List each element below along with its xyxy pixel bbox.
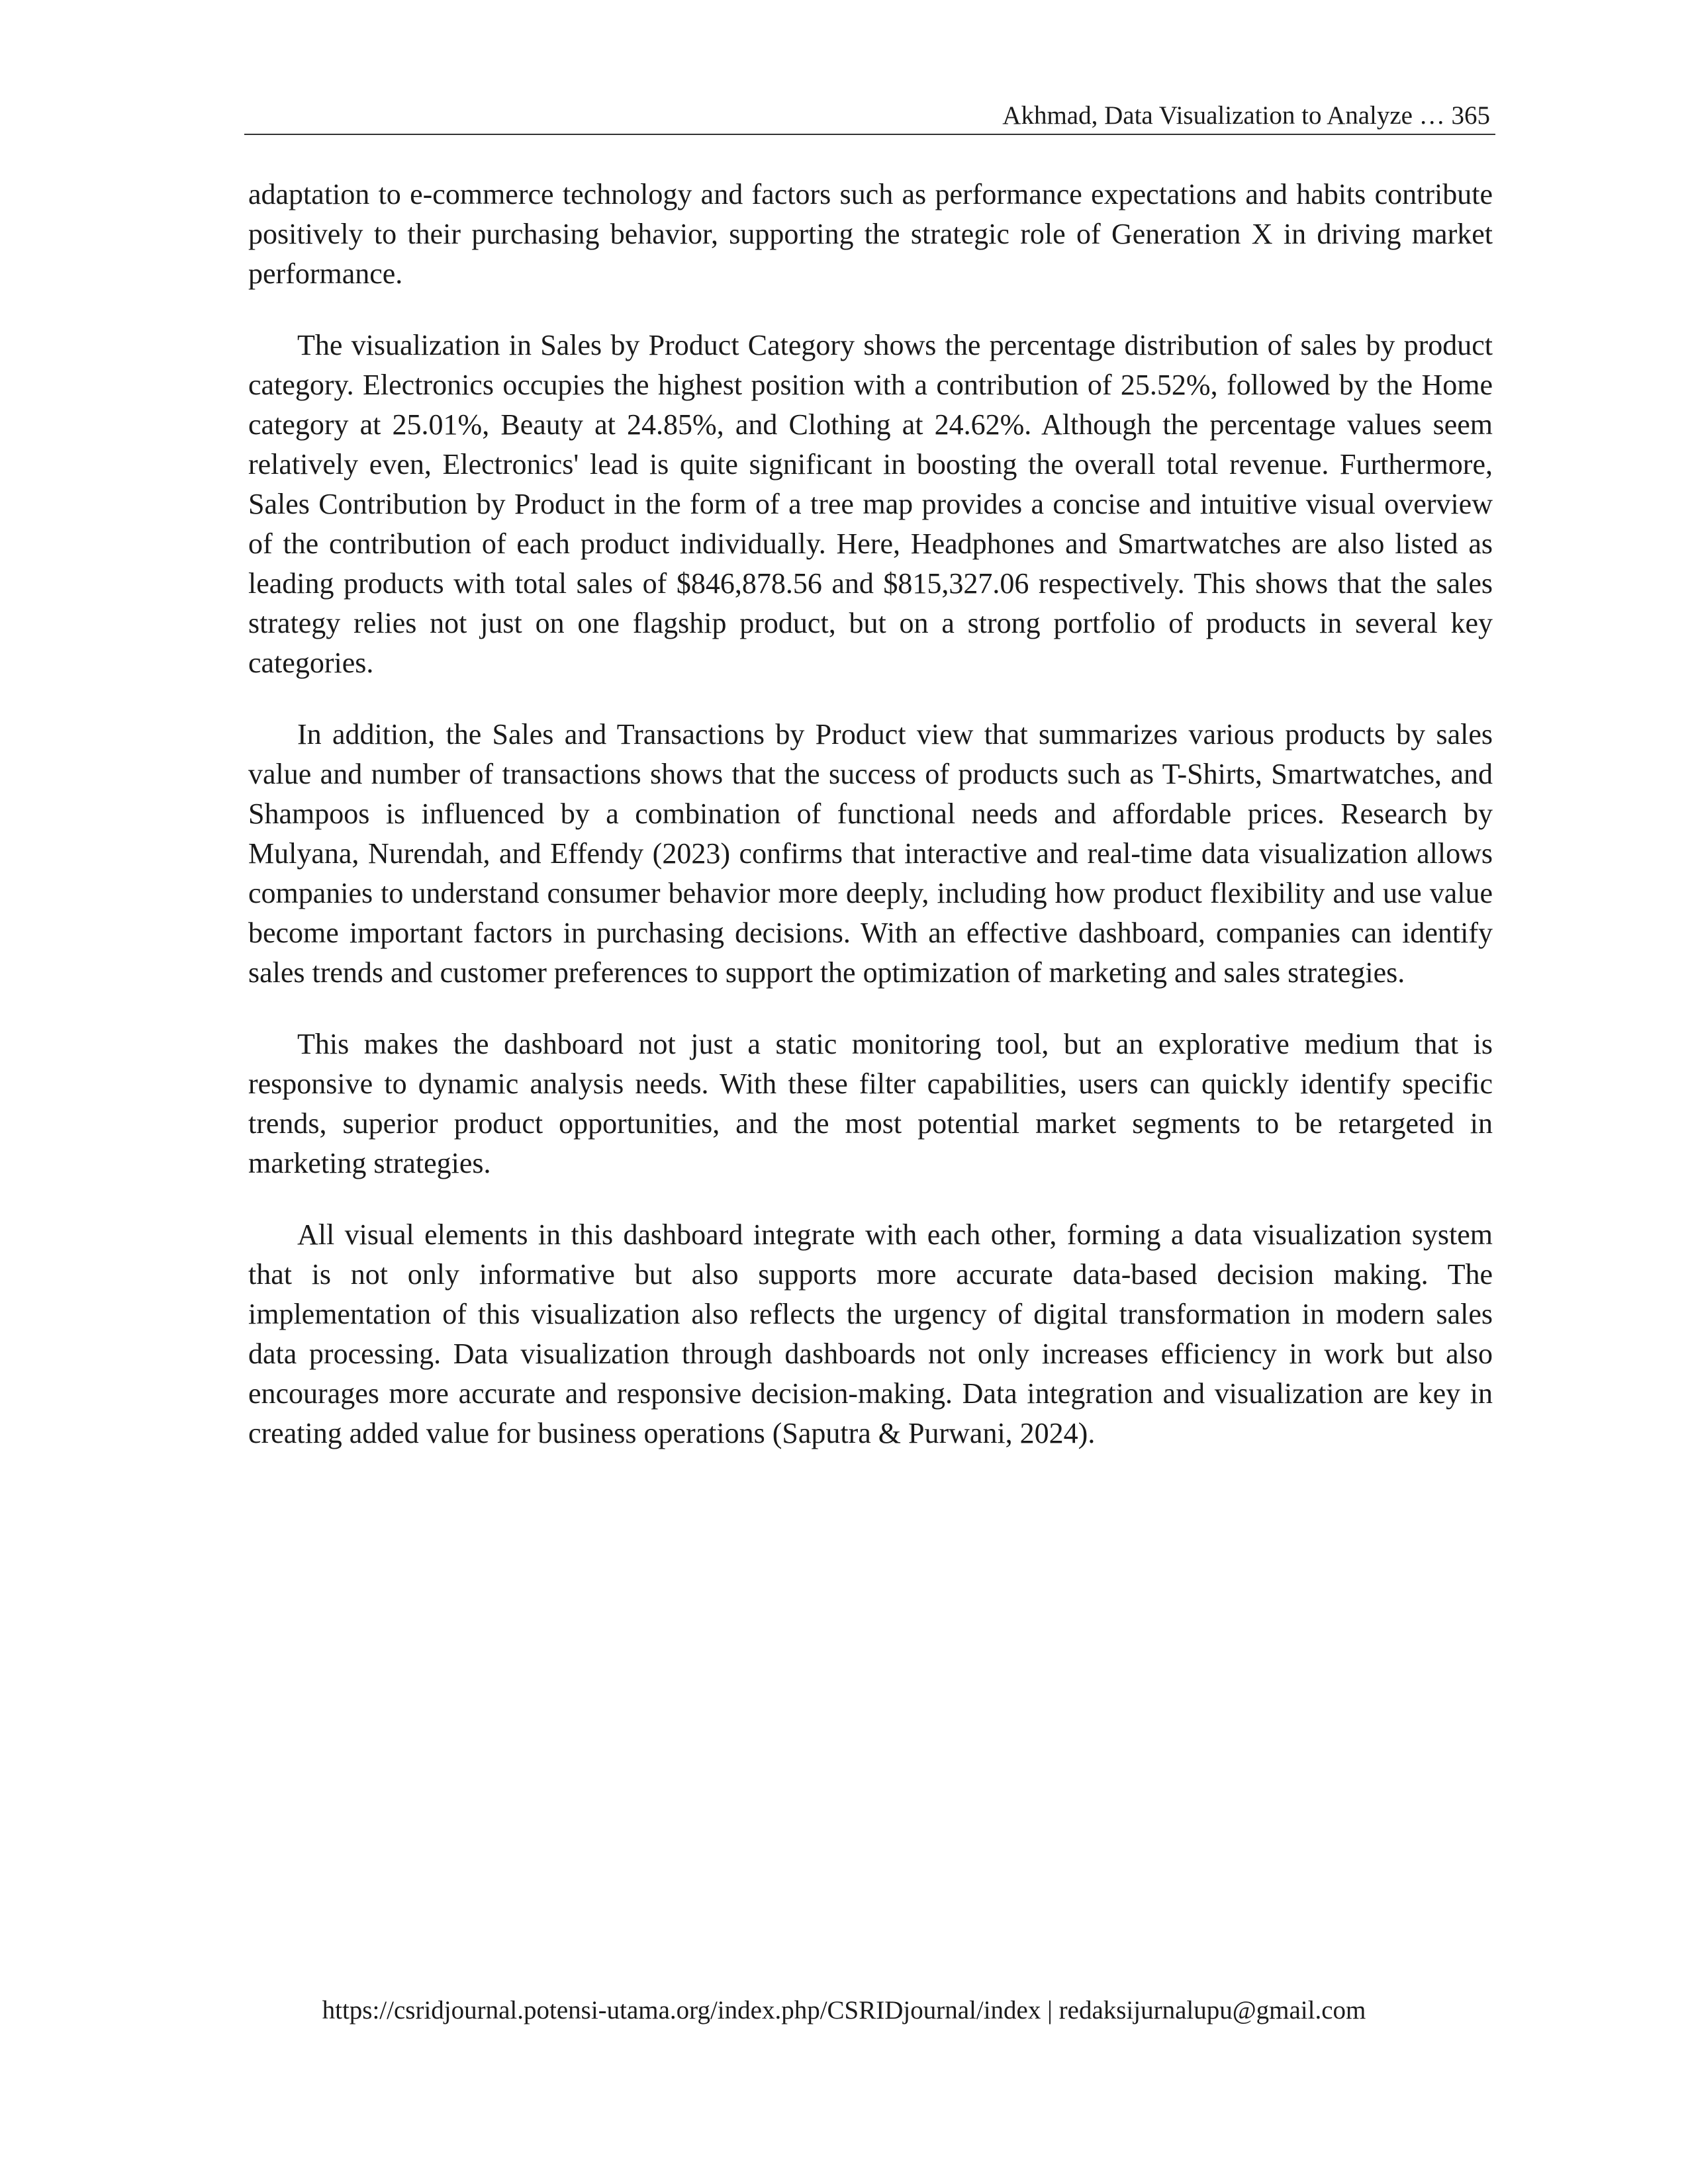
paragraph-sales-by-category: The visualization in Sales by Product Category shows the percentage distribution of sales by product category. Electronics occupies the highest position with a contribution of 25.52%, followed by the Home category at 25.01%, Beauty at 24.85%, and Clothing at 24.62%. Although the percentage values seem relatively even, Electronics' lead is quite significant in boosting the overall total revenue. Furthermore, Sales Contribution by Product in the form of a tree map provides a concise and intuitive visual overview of the contribution of each product individually. Here, Headphones and Smartwatches are also listed as leading products with total sales of $846,878.56 and $815,327.06 respectively. This shows that the sales strategy relies not just on one flagship product, but on a strong portfolio of products in several key categories. (248, 329, 1493, 679)
paragraph-sales-and-transactions: In addition, the Sales and Transactions by Product view that summarizes various products by sales value and number of transactions shows that the success of products such as T-Shirts, Smartwatches, and Shampoos is influenced by a combination of functional needs and affordable prices. Research by Mulyana, Nurendah, and Effendy (2023) confirms that interactive and real-time data visualization allows companies to understand consumer behavior more deeply, including how product flexibility and use value become important factors in purchasing decisions. With an effective dashboard, companies can identify sales trends and customer preferences to support the optimization of marketing and sales strategies. (248, 718, 1493, 989)
paragraph-dashboard-explorative: This makes the dashboard not just a static monitoring tool, but an explorative medium that is responsive to dynamic analysis needs. With these filter capabilities, users can quickly identify specific trends, superior product opportunities, and the most potential market segments to be retargeted in marketing strategies. (248, 1028, 1493, 1179)
paragraph-visual-integration: All visual elements in this dashboard integrate with each other, forming a data visualization system that is not only informative but also supports more accurate data-based decision making. The implementation of this visualization also reflects the urgency of digital transformation in modern sales data processing. Data visualization through dashboards not only increases efficiency in work but also encourages more accurate and responsive decision-making. Data integration and visualization are key in creating added value for business operations (Saputra & Purwani, 2024). (248, 1218, 1493, 1449)
article-body (248, 175, 1493, 1485)
running-header-title: Akhmad, Data Visualization to Analyze … 365 (1002, 101, 1490, 130)
running-header (244, 94, 1495, 135)
page-footer: https://csridjournal.potensi-utama.org/index.php/CSRIDjournal/index | redaksijurnalupu@gmail.com (322, 1996, 1366, 2025)
paragraph-continuation: adaptation to e-commerce technology and factors such as performance expectations and habits contribute positively to their purchasing behavior, supporting the strategic role of Generation X in driving market performance. (248, 178, 1493, 290)
